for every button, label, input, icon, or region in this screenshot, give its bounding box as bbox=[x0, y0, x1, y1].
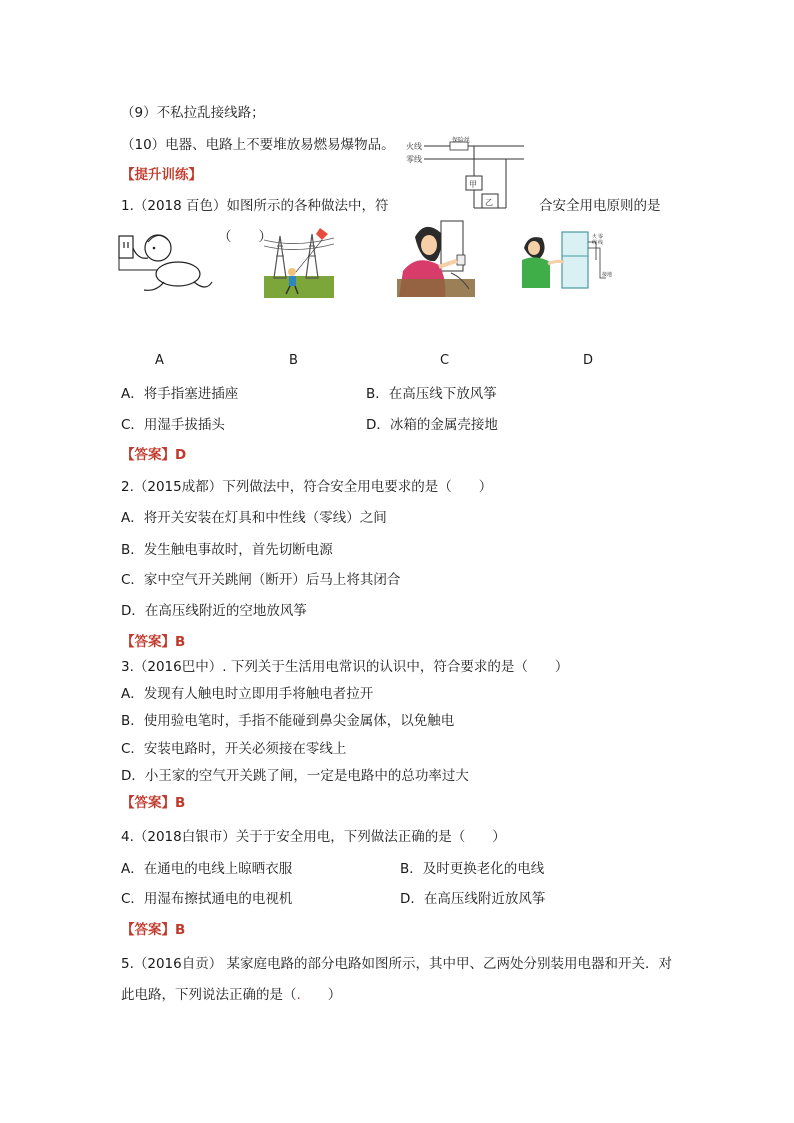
q2-answer-value: B bbox=[175, 634, 186, 650]
picture-letter-a: A bbox=[155, 353, 164, 368]
picture-letter-d: D bbox=[583, 353, 594, 368]
picture-d-fridge-grounding bbox=[518, 230, 614, 292]
q1-option-c: C．用湿手拔插头 bbox=[121, 417, 225, 433]
intro-line-9: （9）不私拉乱接线路； bbox=[121, 105, 265, 121]
q4-option-b: B．及时更换老化的电线 bbox=[400, 861, 545, 877]
fuse-label: 保险丝 bbox=[452, 137, 471, 144]
q4-option-c: C．用湿布擦拭通电的电视机 bbox=[121, 891, 293, 907]
q3-answer bbox=[121, 794, 185, 812]
picture-a-baby-socket bbox=[116, 230, 216, 300]
q5-stem-line1: 5.（2016自贡） 某家庭电路的部分电路如图所示，其中甲、乙两处分别装用电器和开关．对 bbox=[121, 956, 673, 972]
fridge-label-neutral: 零 bbox=[598, 234, 604, 240]
q4-answer bbox=[121, 921, 185, 939]
q3-option-a: A．发现有人触电时立即用手将触电者拉开 bbox=[121, 686, 374, 702]
fridge-label-line2: 线 bbox=[598, 240, 604, 246]
box-jia-label: 甲 bbox=[469, 180, 477, 189]
box-yi-label: 乙 bbox=[485, 198, 493, 207]
q1-option-a: A．将手指塞进插座 bbox=[121, 386, 239, 402]
picture-letter-c: C bbox=[440, 353, 450, 368]
q1-answer-tag: 【答案】 bbox=[121, 447, 175, 463]
fire-wire-label: 火线 bbox=[406, 142, 422, 151]
picture-c-wet-hand-plug bbox=[395, 217, 479, 299]
q1-blank: （ ） bbox=[218, 229, 272, 245]
q1-answer bbox=[121, 446, 186, 464]
q4-answer-tag: 【答案】 bbox=[121, 922, 175, 938]
q5-stem-line2-prefix: 此电路，下列说法正确的是（ bbox=[121, 987, 297, 1003]
q2-answer-tag: 【答案】 bbox=[121, 634, 175, 650]
q4-answer-value: B bbox=[175, 922, 186, 938]
household-circuit-diagram bbox=[404, 136, 526, 216]
q1-stem-part2: 合安全用电原则的是 bbox=[539, 198, 661, 214]
q3-option-c: C．安装电路时，开关必须接在零线上 bbox=[121, 741, 347, 757]
q2-answer bbox=[121, 633, 185, 651]
q1-option-b: B．在高压线下放风筝 bbox=[366, 386, 497, 402]
q2-option-b: B．发生触电事故时，首先切断电源 bbox=[121, 542, 333, 558]
q2-option-a: A．将开关安装在灯具和中性线（零线）之间 bbox=[121, 510, 387, 526]
q4-stem: 4.（2018白银市）关于于安全用电，下列做法正确的是（ ） bbox=[121, 829, 506, 845]
intro-line-10: （10）电器、电路上不要堆放易燃易爆物品。 bbox=[121, 137, 395, 153]
section-heading: 【提升训练】 bbox=[121, 167, 202, 183]
q2-option-d: D．在高压线附近的空地放风筝 bbox=[121, 603, 307, 619]
q3-option-d: D．小王家的空气开关跳了闸，一定是电路中的总功率过大 bbox=[121, 768, 469, 784]
q2-option-c: C．家中空气开关跳闸（断开）后马上将其闭合 bbox=[121, 572, 401, 588]
fridge-label-ground: 接地 bbox=[602, 272, 613, 278]
q3-answer-value: B bbox=[175, 795, 186, 811]
q5-stem-line2-dot: . bbox=[296, 987, 301, 1003]
neutral-wire-label: 零线 bbox=[406, 155, 422, 164]
q1-answer-value: D bbox=[175, 447, 187, 463]
picture-b-kite-powerlines bbox=[264, 226, 334, 298]
q3-stem: 3.（2016巴中）. 下列关于生活用电常识的认识中，符合要求的是（ ） bbox=[121, 659, 569, 675]
q4-option-d: D．在高压线附近放风筝 bbox=[400, 891, 546, 907]
q2-stem: 2.（2015成都）下列做法中，符合安全用电要求的是（ ） bbox=[121, 479, 493, 495]
q3-answer-tag: 【答案】 bbox=[121, 795, 175, 811]
q1-option-d: D．冰箱的金属壳接地 bbox=[366, 417, 498, 433]
q5-stem-line2 bbox=[121, 986, 341, 1004]
q1-stem-part1: 1.（2018 百色）如图所示的各种做法中，符 bbox=[121, 198, 389, 214]
fridge-label-fire: 火 bbox=[592, 234, 598, 240]
q3-option-b: B．使用验电笔时，手指不能碰到鼻尖金属体，以免触电 bbox=[121, 713, 455, 729]
fridge-label-line1: 线 bbox=[592, 240, 598, 246]
q5-stem-line2-suffix: ） bbox=[300, 987, 342, 1003]
q4-option-a: A．在通电的电线上晾晒衣服 bbox=[121, 861, 293, 877]
picture-letter-b: B bbox=[289, 353, 298, 368]
